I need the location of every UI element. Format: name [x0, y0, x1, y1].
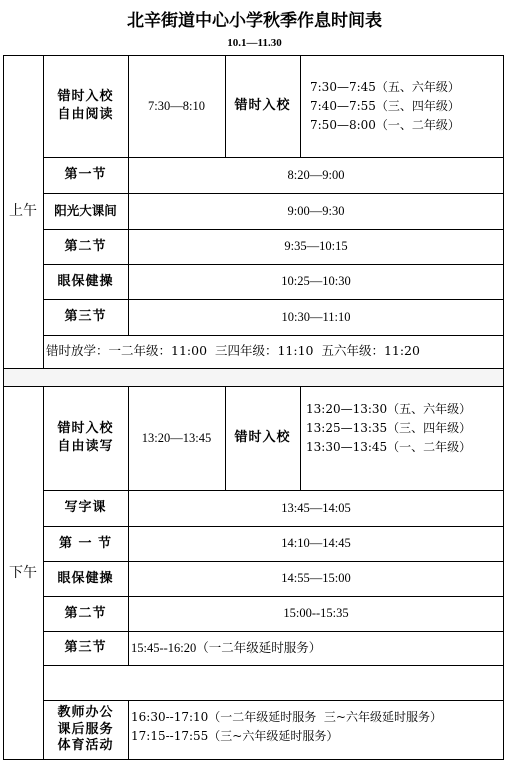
- morning-entry-label-line1: 错时入校: [57, 89, 114, 105]
- morning-entry-label-line2: 自由阅读: [57, 107, 114, 122]
- afternoon-row-time: 14:55—15:00: [281, 571, 351, 586]
- afternoon-row-label: 第三节: [64, 640, 107, 656]
- morning-section-label: 上午: [9, 203, 37, 220]
- after-school-line: 17:15--17:55（三~六年级延时服务）: [131, 729, 339, 743]
- afternoon-row-time: 13:45—14:05: [281, 500, 351, 515]
- date-range: 10.1—11.30: [227, 37, 282, 49]
- after-school-label: [43, 700, 128, 760]
- afternoon-grade-line: 13:20—13:30（五、六年级）: [306, 402, 472, 416]
- after-school-schedule: [131, 708, 502, 752]
- morning-entry-time: 7:30—8:10: [148, 98, 205, 113]
- morning-entry-sub-label: 错时入校: [234, 98, 291, 114]
- morning-row-label: 阳光大课间: [54, 202, 117, 218]
- afternoon-section-label: 下午: [9, 564, 37, 581]
- afternoon-entry-time: 13:20—13:45: [141, 430, 212, 445]
- afternoon-row-time: 15:00--15:35: [283, 606, 349, 621]
- morning-row-time: 10:25—10:30: [281, 274, 351, 289]
- after-school-label-line3: 体育活动: [57, 738, 114, 754]
- afternoon-entry-label-line2: 自由读写: [57, 439, 114, 454]
- afternoon-row-label: 第 一 节: [58, 535, 113, 551]
- morning-row-label: 第二节: [64, 238, 107, 254]
- morning-dismissal: 错时放学：一二年级：11:00 三四年级：11:10 五六年级：11:20: [46, 343, 420, 359]
- after-school-line: 16:30--17:10（一二年级延时服务 三~六年级延时服务）: [131, 710, 442, 724]
- afternoon-row-label: 写字课: [64, 500, 107, 516]
- morning-row-time: 8:20—9:00: [287, 167, 345, 182]
- morning-row-time: 10:30—11:10: [281, 309, 351, 324]
- afternoon-row-label: 眼保健操: [57, 570, 114, 586]
- morning-entry-label: [43, 55, 128, 157]
- afternoon-row-time: 14:10—14:45: [281, 536, 351, 551]
- morning-row-label: 第三节: [64, 309, 107, 325]
- after-school-label-line2: 课后服务: [57, 721, 114, 737]
- afternoon-grade-schedule: [306, 400, 502, 460]
- afternoon-entry-label: [43, 386, 128, 490]
- morning-grade-line: 7:40—7:55（三、四年级）: [310, 99, 460, 113]
- afternoon-entry-label-line1: 错时入校: [57, 421, 114, 437]
- morning-grade-schedule: [310, 78, 502, 138]
- afternoon-row-time: 15:45--16:20（一二年级延时服务）: [131, 640, 322, 655]
- afternoon-entry-sub-label: 错时入校: [234, 430, 291, 446]
- afternoon-row-label: 第二节: [64, 605, 107, 621]
- afternoon-grade-line: 13:25—13:35（三、四年级）: [306, 421, 472, 435]
- page-title: 北辛街道中心小学秋季作息时间表: [127, 11, 382, 31]
- morning-row-time: 9:35—10:15: [284, 239, 348, 254]
- morning-grade-line: 7:50—8:00（一、二年级）: [310, 118, 460, 132]
- morning-row-time: 9:00—9:30: [287, 203, 345, 218]
- morning-row-label: 眼保健操: [57, 273, 114, 289]
- after-school-label-line1: 教师办公: [57, 704, 114, 720]
- afternoon-grade-line: 13:30—13:45（一、二年级）: [306, 440, 472, 454]
- morning-row-label: 第一节: [64, 167, 107, 183]
- morning-grade-line: 7:30—7:45（五、六年级）: [310, 80, 460, 94]
